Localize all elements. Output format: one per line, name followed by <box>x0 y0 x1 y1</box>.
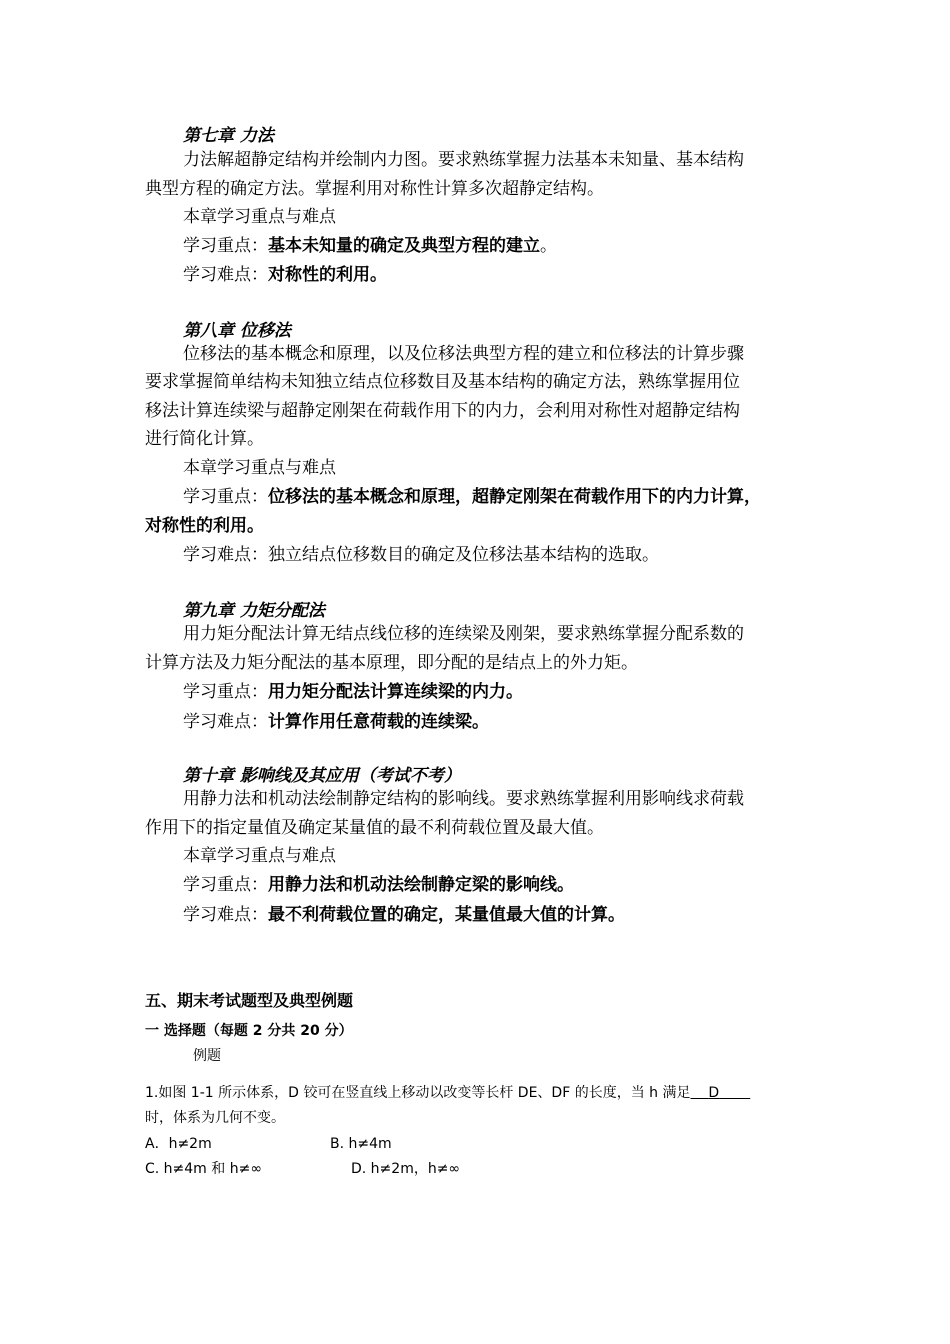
chapter-9-key-points <box>183 681 523 703</box>
chapter-8-desc-line-4: 进行简化计算。 <box>145 429 264 449</box>
blank-pad-pre <box>691 1085 709 1101</box>
option-a: A．h≠2m <box>145 1136 212 1152</box>
option-d: D. h≠2m，h≠∞ <box>351 1161 461 1177</box>
difficulty-label: 学习难点： <box>183 545 268 565</box>
chapter-10-difficulties <box>183 904 625 926</box>
chapter-7-desc-line-1: 力法解超静定结构并绘制内力图。要求熟练掌握力法基本未知量、基本结构 <box>183 150 744 170</box>
chapter-9-desc-line-2: 计算方法及力矩分配法的基本原理，即分配的是结点上的外力矩。 <box>145 653 638 673</box>
difficulty-text: 最不利荷载位置的确定，某量值最大值的计算。 <box>268 905 625 925</box>
question-1-stem: 1.如图 1-1 所示体系，D 铰可在竖直线上移动以改变等长杆 DE、DF 的长度，当 h 满足 <box>145 1085 691 1101</box>
difficulty-text: 对称性的利用。 <box>268 265 387 285</box>
chapter-8-desc-line-2: 要求掌握简单结构未知独立结点位移数目及基本结构的确定方法，熟练掌握用位 <box>145 372 740 392</box>
difficulty-text: 独立结点位移数目的确定及位移法基本结构的选取。 <box>268 545 659 565</box>
chapter-7-subheading: 本章学习重点与难点 <box>183 207 336 227</box>
question-1-text-cont: 时，体系为几何不变。 <box>145 1110 285 1126</box>
chapter-9-desc-line-1: 用力矩分配法计算无结点线位移的连续梁及刚架，要求熟练掌握分配系数的 <box>183 624 744 644</box>
difficulty-label: 学习难点： <box>183 905 268 925</box>
answer-blank <box>691 1085 751 1101</box>
option-b: B. h≠4m <box>330 1136 392 1152</box>
key-label: 学习重点： <box>183 875 268 895</box>
difficulty-label: 学习难点： <box>183 265 268 285</box>
chapter-8-key-points <box>183 486 761 508</box>
difficulty-label: 学习难点： <box>183 712 268 732</box>
key-label: 学习重点： <box>183 236 268 256</box>
chapter-9-title: 第九章 力矩分配法 <box>183 601 325 621</box>
key-text-1: 位移法的基本概念和原理，超静定刚架在荷载作用下的内力计算， <box>268 487 761 507</box>
chapter-8-title: 第八章 位移法 <box>183 321 291 341</box>
chapter-8-subheading: 本章学习重点与难点 <box>183 458 336 478</box>
chapter-7-difficulties <box>183 264 387 286</box>
key-text: 用力矩分配法计算连续梁的内力。 <box>268 682 523 702</box>
key-text: 基本未知量的确定及典型方程的建立 <box>268 236 540 256</box>
key-label: 学习重点： <box>183 682 268 702</box>
chapter-10-subheading: 本章学习重点与难点 <box>183 846 336 866</box>
chapter-10-title: 第十章 影响线及其应用（考试不考） <box>183 766 461 786</box>
section-5-heading: 五、期末考试题型及典型例题 <box>145 991 354 1010</box>
question-1-text <box>145 1083 750 1103</box>
chapter-8-desc-line-1: 位移法的基本概念和原理，以及位移法典型方程的建立和位移法的计算步骤 <box>183 344 744 364</box>
chapter-7-desc-line-2: 典型方程的确定方法。掌握利用对称性计算多次超静定结构。 <box>145 179 604 199</box>
key-text: 用静力法和机动法绘制静定梁的影响线。 <box>268 875 574 895</box>
chapter-10-desc-line-1: 用静力法和机动法绘制静定结构的影响线。要求熟练掌握利用影响线求荷载 <box>183 789 744 809</box>
chapter-7-title: 第七章 力法 <box>183 126 274 146</box>
chapter-8-key-points-cont: 对称性的利用。 <box>145 516 264 536</box>
part-1-heading: 一 选择题（每题 2 分共 20 分） <box>145 1023 353 1039</box>
chapter-9-difficulties <box>183 711 489 733</box>
example-label: 例题 <box>193 1048 221 1064</box>
chapter-8-difficulties <box>183 544 659 566</box>
chapter-10-key-points <box>183 874 574 896</box>
answer-value: D <box>708 1085 720 1101</box>
chapter-10-desc-line-2: 作用下的指定量值及确定某量值的最不利荷载位置及最大值。 <box>145 818 604 838</box>
option-c: C. h≠4m 和 h≠∞ <box>145 1161 262 1177</box>
chapter-7-key-points <box>183 235 557 257</box>
key-end: 。 <box>540 236 557 256</box>
chapter-8-desc-line-3: 移法计算连续梁与超静定刚架在荷载作用下的内力，会利用对称性对超静定结构 <box>145 401 740 421</box>
difficulty-text: 计算作用任意荷载的连续梁。 <box>268 712 489 732</box>
key-label: 学习重点： <box>183 487 268 507</box>
blank-pad-post <box>719 1085 750 1101</box>
